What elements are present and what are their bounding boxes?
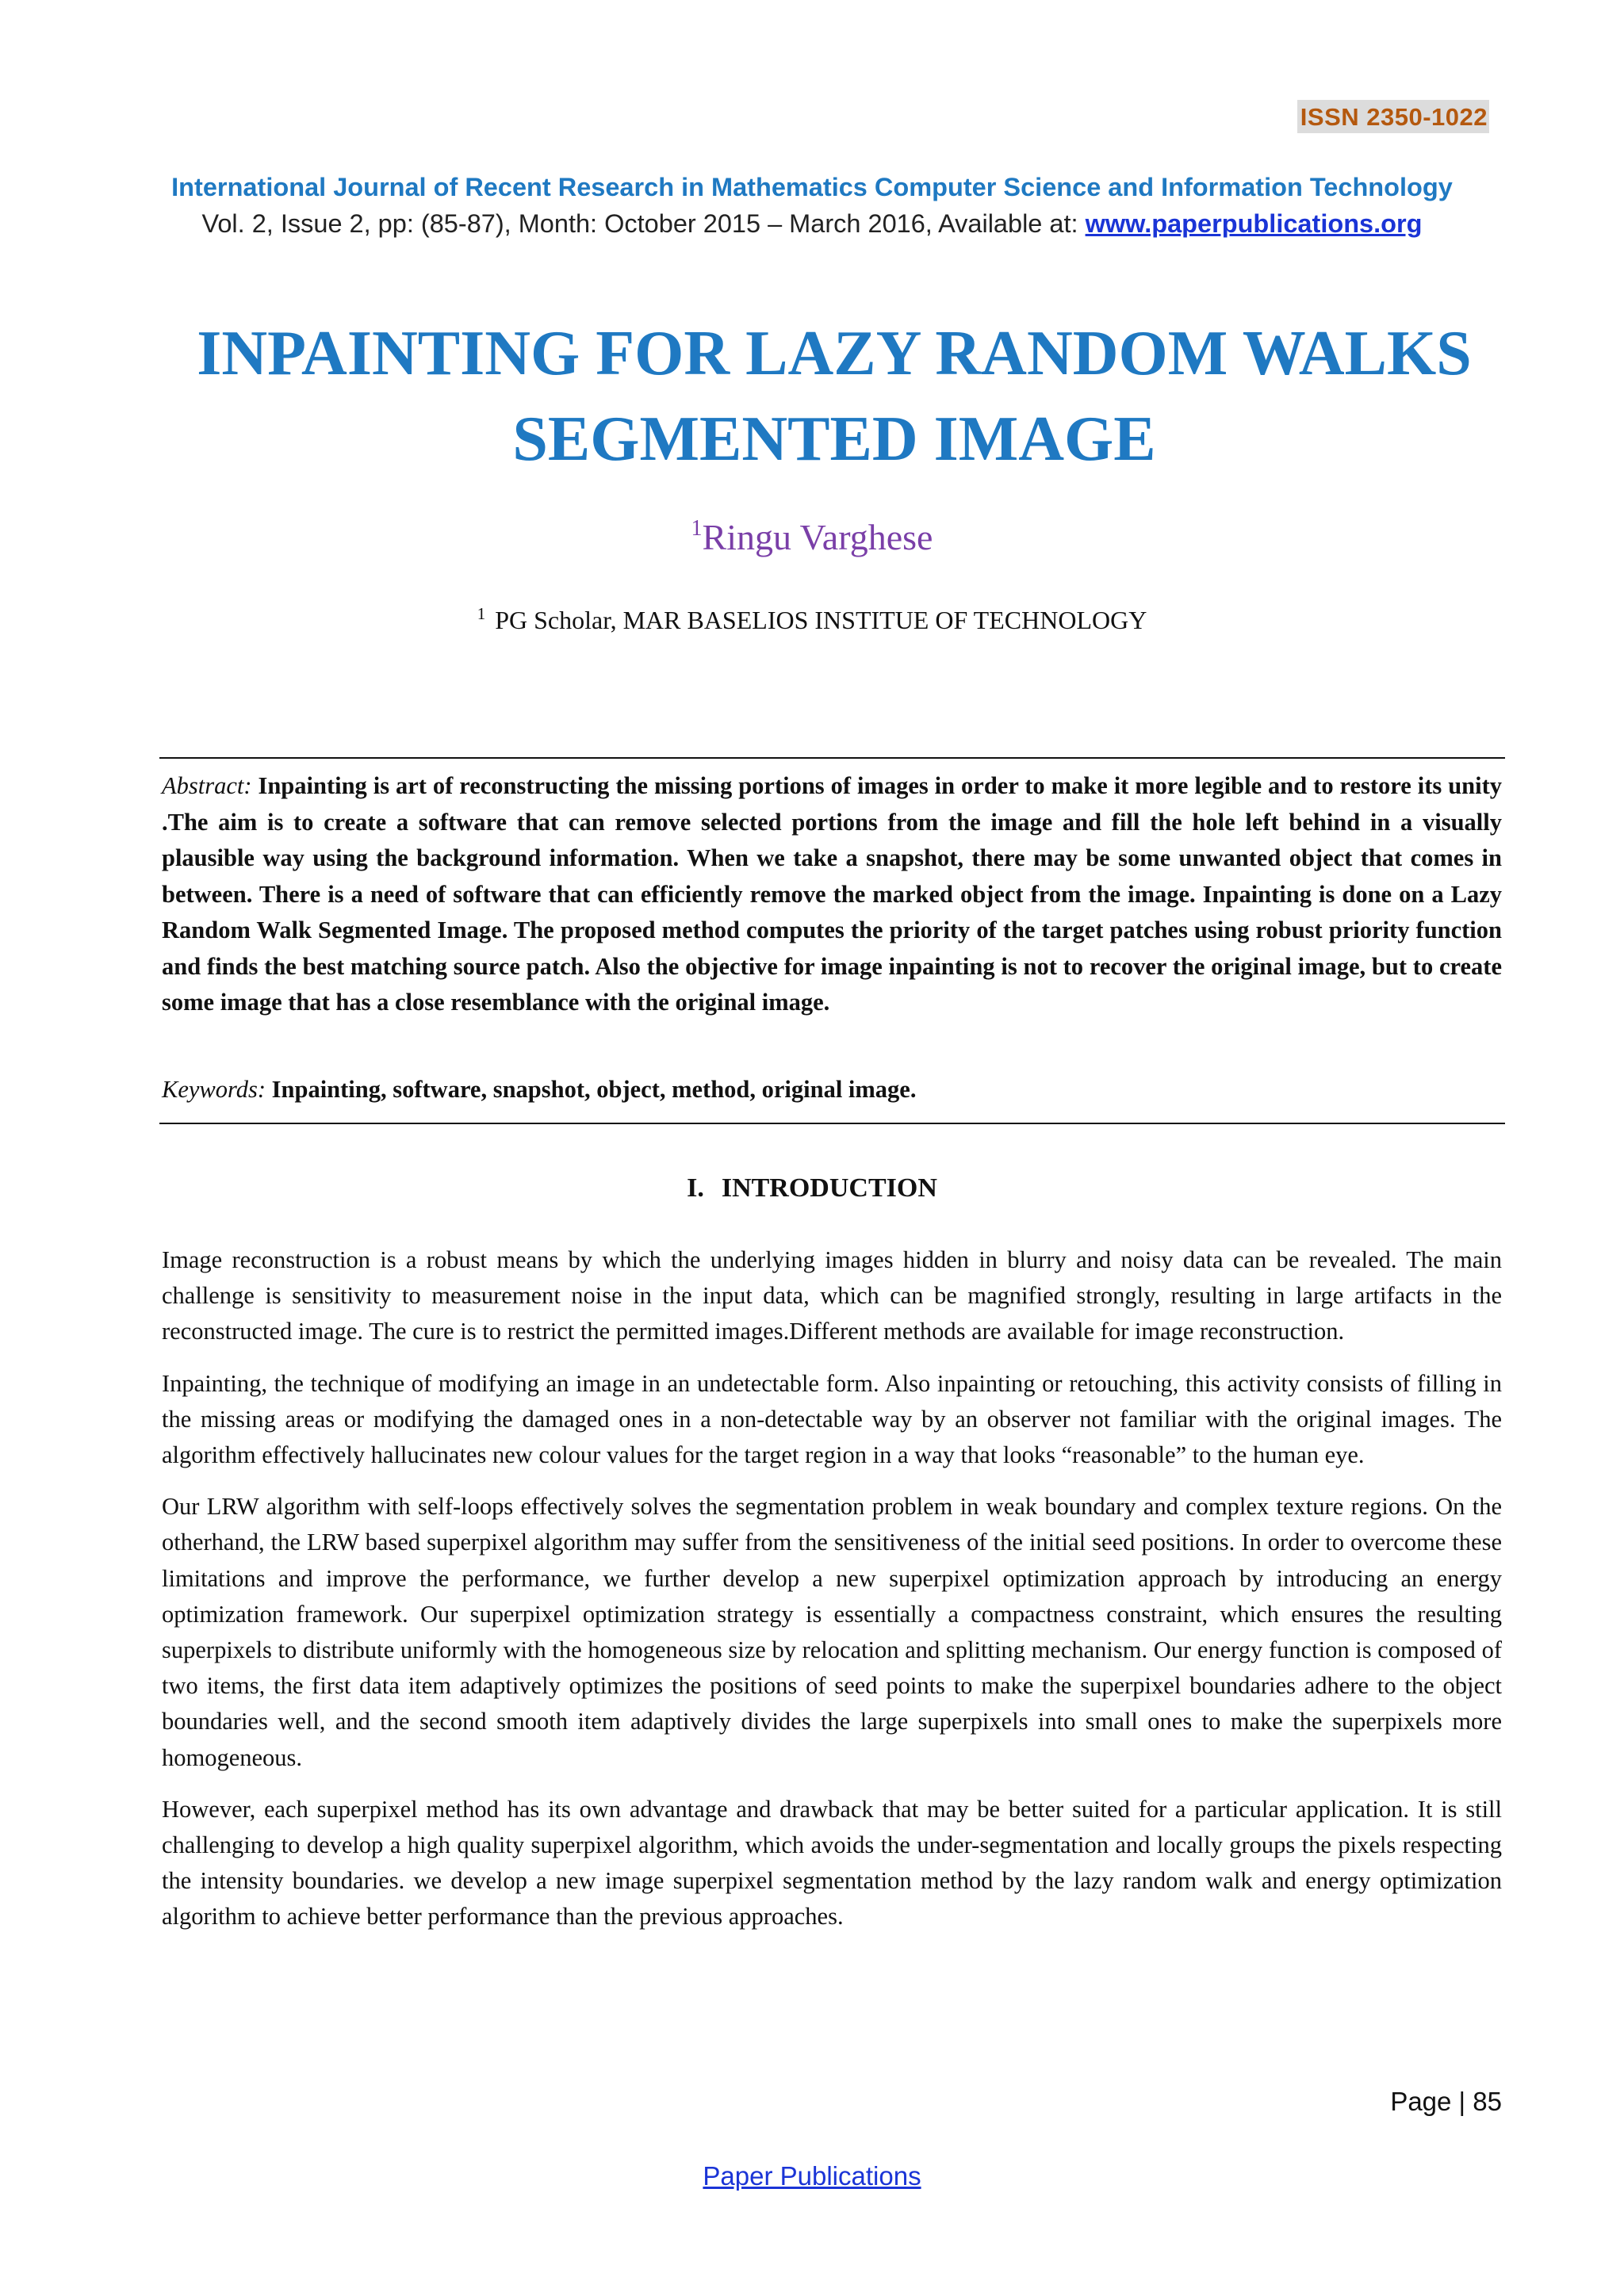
journal-url-link[interactable]: www.paperpublications.org (1085, 209, 1423, 238)
page-number: Page | 85 (1390, 2087, 1502, 2116)
journal-name: International Journal of Recent Research in Mathematics Computer Science and Information Technology (171, 173, 1453, 201)
author-name-text: Ringu Varghese (702, 517, 933, 557)
keywords-text: Inpainting, software, snapshot, object, method, original image. (271, 1076, 917, 1103)
section-body (162, 1242, 1502, 1951)
abstract-top-rule (159, 757, 1505, 759)
body-paragraph: Our LRW algorithm with self-loops effectively solves the segmentation problem in weak boundary and complex texture regions. On the otherhand, the LRW based superpixel algorithm may suffer from the sensitiveness of the initial seed positions. In order to overcome these limitations and improve the performance, we further develop a new superpixel optimization approach by introducing an energy optimization framework. Our superpixel optimization strategy is essentially a compactness constraint, which ensures the resulting superpixels to distribute uniformly with the homogeneous size by relocation and splitting mechanism. Our energy function is composed of two items, the first data item adaptively optimizes the positions of seed points to make the superpixel boundaries adhere to the object boundaries well, and the second smooth item adaptively divides the large superpixels into small ones to make the superpixels more homogeneous. (162, 1493, 1502, 1771)
abstract-block (162, 768, 1502, 1021)
body-paragraph: Inpainting, the technique of modifying an image in an undetectable form. Also inpainting or retouching, this activity consists of filling in the missing areas or modifying the damaged ones in a non-detectable way by an observer not familiar with the original images. The algorithm effectively hallucinates new colour values for the target region in a way that looks “reasonable” to the human eye. (162, 1369, 1502, 1469)
abstract-label: Abstract: (162, 772, 252, 799)
section-heading (0, 1173, 1624, 1203)
affiliation-superscript: 1 (477, 604, 486, 623)
author-affiliation (0, 604, 1624, 635)
affiliation-text: PG Scholar, MAR BASELIOS INSTITUE OF TECHNOLOGY (495, 606, 1147, 634)
journal-details (0, 209, 1624, 239)
abstract-bottom-rule (159, 1123, 1505, 1124)
journal-details-text: Vol. 2, Issue 2, pp: (85-87), Month: October 2015 – March 2016, Available at: (201, 209, 1086, 238)
body-paragraph: However, each superpixel method has its own advantage and drawback that may be better suited for a particular application. It is still challenging to develop a high quality superpixel algorithm, which avoids the under-segmentation and locally groups the pixels respecting the intensity boundaries. we develop a new image superpixel segmentation method by the lazy random walk and energy optimization algorithm to achieve better performance than the previous approaches. (162, 1795, 1502, 1931)
publisher-link[interactable]: Paper Publications (703, 2161, 921, 2191)
abstract-text: Inpainting is art of reconstructing the missing portions of images in order to make it more legible and to restore its unity .The aim is to create a software that can remove selected portions from the image and fill the hole left behind in a visually plausible way using the background information. When we take a snapshot, there may be some unwanted object that comes in between. There is a need of software that can efficiently remove the marked object from the image. Inpainting is done on a Lazy Random Walk Segmented Image. The proposed method computes the priority of the target patches using robust priority function and finds the best matching source patch. Also the objective for image inpainting is not to recover the original image, but to create some image that has a close resemblance with the original image. (162, 772, 1503, 1016)
keywords-label: Keywords: (162, 1076, 266, 1103)
paper-title: INPAINTING FOR LAZY RANDOM WALKS SEGMENTED IMAGE (197, 319, 1472, 474)
section-title: INTRODUCTION (721, 1173, 937, 1203)
footer (0, 2161, 1624, 2191)
author-name (0, 516, 1624, 558)
author-superscript: 1 (691, 516, 703, 541)
issn-badge: ISSN 2350-1022 (1297, 100, 1489, 133)
section-number: I. (687, 1173, 704, 1203)
body-paragraph: Image reconstruction is a robust means by which the underlying images hidden in blurry and noisy data can be revealed. The main challenge is sensitivity to measurement noise in the input data, which can be magnified strongly, resulting in large artifacts in the reconstructed image. The cure is to restrict the permitted images.Different methods are available for image reconstruction. (162, 1246, 1502, 1345)
keywords-block (162, 1076, 1502, 1104)
